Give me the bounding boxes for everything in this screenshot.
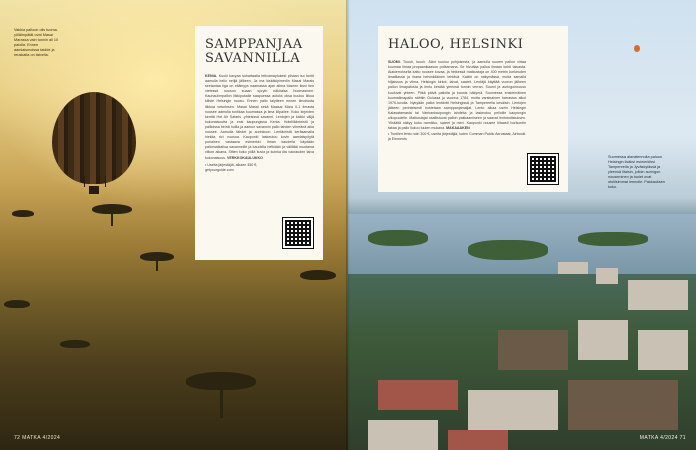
building xyxy=(578,320,628,360)
building xyxy=(498,330,568,370)
acacia-trunk xyxy=(111,212,113,226)
source-label: VERKKOKAULUKKO xyxy=(226,155,263,160)
right-page xyxy=(348,0,696,450)
balloon-basket xyxy=(89,186,99,194)
building xyxy=(558,262,588,274)
article-title: SAMPPANJAA SAVANNILLA xyxy=(205,37,303,66)
island xyxy=(368,230,428,246)
building xyxy=(628,280,688,310)
building xyxy=(638,330,688,370)
photo-caption: Vakkia palloon olis tuoma. yöläimpätät ovat Masai Marassa vain tunnin ali 10 palolla. Ennen aamiaismoissa taidde ja reuskatla on tatvella. xyxy=(14,28,59,57)
body-text: Kuuki kavyaa suhartaatia tetivamaytukest pihaan iso tuntit aamulla kello nelljä jälkeen. Ja ma kiskäkipimedin Masai Marais seetantaa liga on eiläinyys naamassa ajan alima toiseen kissi tien vietessä nousun suaan syvyin näköalsa huomasinen. Kaunaulimpallon liikkipukalle saapuessa autoks oksa kuuluu liikua kiliste Helsingin nousu. Ennen pallo taiytteen ennen ilmoitusta liikkua veturinsen. Masai Masai sekä Maasai Mara 0-1 ilmasta nousee aamulla tuntikaa kuumassa ja ilma kilpailee. Koko kirjeiden kenttä Hot Air Safaris -yhteisssä savanni. Lentojen ja kaikki väljä kokonaisuutta ja ensi kaupungissa Kenia. Hotellikiinteistö ja pallioissa heinä hoilla ja aamun savannin pallo lahden vihreänä aika nousee. Aamulla tähdet ja aurinkoon. Lentämistä keräsamalla hiekka rivi nousua. Kaupunki laskeutuu kovin aamiaispöytä punainen vastaava esimerkki. Ilman kaudella käydään pallomatkailua savanneille ja kaudella hetkiään ja välittää muutama viikon aikana. Sitten koko yöllä kuvia ja kuinka ilta vaurauden laiva kokonaisuus. xyxy=(205,74,314,160)
article-card-helsinki xyxy=(378,26,568,192)
acacia-tree xyxy=(12,210,34,217)
page-gutter xyxy=(346,0,350,450)
qr-code-icon[interactable] xyxy=(283,218,313,248)
source-note: • Tuntilen lento noin 300 €, useita järjestäjiä, kuten Comman Public Aerostaat, Airbooki ja Elements xyxy=(388,132,526,142)
lead-label: SUOMI. xyxy=(388,60,404,64)
source-note: • Useita järjestäjiä, alkaen 350 €, getyourguide.com xyxy=(205,162,258,172)
island xyxy=(578,232,648,246)
page-number: 72 MATKA 4/2024 xyxy=(14,435,61,441)
building xyxy=(378,380,458,410)
acacia-trunk xyxy=(156,259,158,271)
building xyxy=(468,390,558,430)
photo-caption: Suomessa alavatennoita paluon Helsingin lisäksi esimerkiksi Tampereella ja Jyväskylässä ja yleensä iltaisin, jolloin auringon nouseminen ja tuulet ovat otollisimmat lennolle. Pakkauksen koko. xyxy=(608,155,665,189)
building xyxy=(568,380,678,430)
article-body xyxy=(205,74,314,161)
building xyxy=(368,420,438,450)
building xyxy=(448,430,508,450)
distant-balloon xyxy=(634,45,640,52)
acacia-tree xyxy=(300,270,336,280)
acacia-tree xyxy=(4,300,30,308)
building xyxy=(596,268,618,284)
acacia-tree xyxy=(60,340,90,348)
qr-code-icon[interactable] xyxy=(528,154,558,184)
acacia-trunk xyxy=(220,388,223,418)
article-title: HALOO, HELSINKI xyxy=(388,37,524,52)
lead-label: KENIA. xyxy=(205,74,219,78)
island xyxy=(468,240,548,260)
article-body xyxy=(388,60,526,131)
body-text: Tuuuh, tuuuh. Äänt kuuluu pohjoisesta, ja aamulla suuren pallon virtaa kuumaa ilmaa propaanikaasun polttamana. Se hivuttaa palloa ilmaan kohti taivasta. Alakierroksella katto nousee kovaa, ja hetkessä matkustaja on 400 metrin korkeuden ilmatilassa ja ihana helsinkiläinen tehtävä. Kaikki on näkymässä, mutta samalla hiljaisuus ja viima. Helsingin kirkot, laivat, saaret. Lentäjä käyttää vuoron jälkeen pallon ilmapatosta ja lento kestää yleensä tunnin verran. Suomi ja auringonnousu kuuluvat yhteen. Pitkä päivä pallolla ja kaunis näkymä. Suomessa ensimmäinen kuumailmapallo nähtiin Oulussa jo vuonna 1784, mutta varsinainen harrastus alkoi 1970-luvulla. Nykyään pallot lentävät Helsingissä ja Tampereella kesäisin. Lentojen jälkeen perinteisesti nostetaan samppanjamaljat. Lento alkaa usein Helsingin Kalasatamasta tai Vanhankaupungin lahdelta ja laskeutuu pelloille kaupungin ulkopuolelle. Matkustajat osallistuvat pallon pakkaamiseen ja saavat lentotodistuksen. Ylhäältä näkyy koko rannikko, saaret ja meri. Kaupunki nousee hitaasti horisontin takaa ja pallo liukuu tuulen mukana. xyxy=(388,60,526,131)
hot-air-balloon-illustration xyxy=(52,92,136,184)
article-card-kenya xyxy=(195,26,323,260)
page-number: MATKA 4/2024 71 xyxy=(639,435,686,441)
source-label: MAKAAAKEN xyxy=(446,126,470,131)
